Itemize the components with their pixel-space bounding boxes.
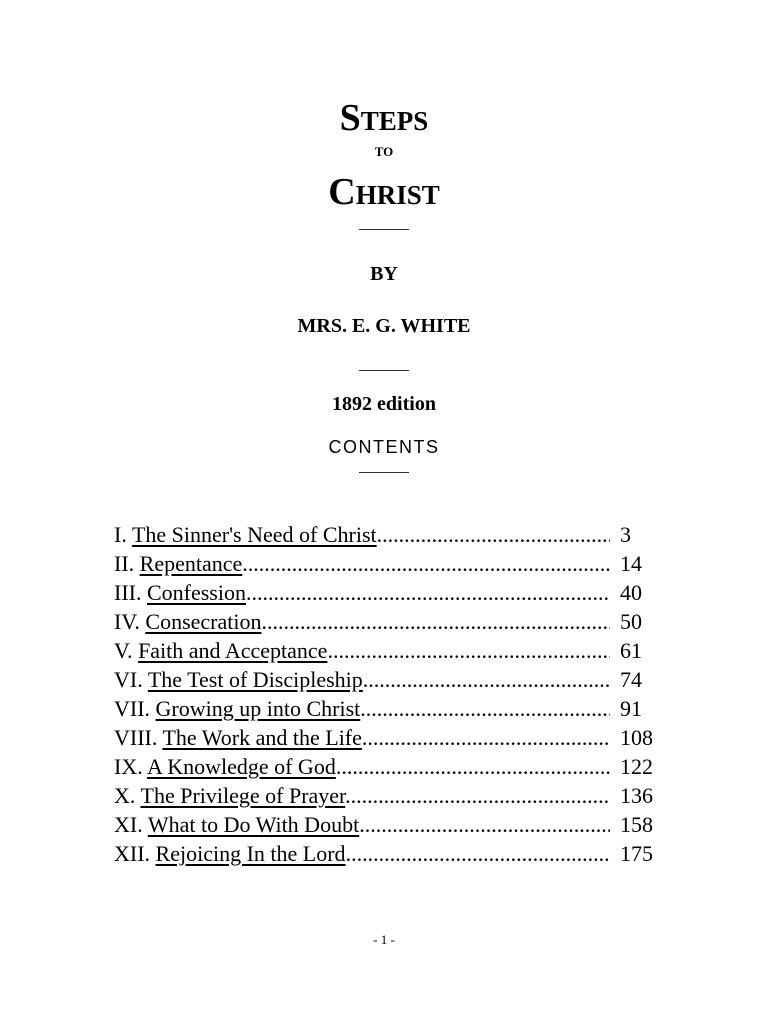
toc-leader-dots — [336, 754, 610, 779]
toc-link[interactable]: Faith and Acceptance — [138, 638, 328, 663]
title-divider — [359, 229, 409, 230]
toc-link[interactable]: The Test of Discipleship — [147, 667, 363, 692]
toc-entry — [114, 549, 674, 578]
toc-numeral: IX. — [114, 754, 143, 779]
toc-numeral: I. — [114, 522, 127, 547]
toc-page-number: 175 — [620, 841, 653, 866]
toc-page-number: 136 — [620, 783, 653, 808]
toc-numeral: V. — [114, 638, 133, 663]
toc-page-number: 14 — [620, 551, 642, 576]
author-name: MRS. E. G. WHITE — [297, 315, 471, 337]
toc-numeral: III. — [114, 580, 142, 605]
toc-numeral: XII. — [114, 841, 151, 866]
toc-entry — [114, 636, 674, 665]
toc-link[interactable]: Growing up into Christ — [155, 696, 361, 721]
toc-leader-dots — [261, 609, 610, 634]
toc-link[interactable]: Repentance — [139, 551, 243, 576]
toc-link[interactable]: Confession — [146, 580, 246, 605]
toc-leader-dots — [362, 725, 610, 750]
toc-link[interactable]: What to Do With Doubt — [147, 812, 360, 837]
toc-entry — [114, 520, 674, 549]
toc-page-number: 50 — [620, 609, 642, 634]
author-divider — [359, 370, 409, 371]
toc-leader-dots — [242, 551, 610, 576]
page-number: - 1 - — [373, 932, 395, 947]
toc-leader-dots — [346, 841, 610, 866]
contents-divider — [359, 472, 409, 473]
toc-leader-dots — [359, 812, 610, 837]
book-title-christ: Christ — [328, 171, 440, 213]
toc-entry — [114, 694, 674, 723]
toc-entry — [114, 839, 674, 868]
toc-numeral: X. — [114, 783, 136, 808]
toc-numeral: VI. — [114, 667, 143, 692]
toc-entry — [114, 723, 674, 752]
book-title-to: TO — [374, 144, 394, 159]
edition-label: 1892 edition — [332, 393, 436, 415]
toc-leader-dots — [363, 667, 610, 692]
toc-numeral: VII. — [114, 696, 151, 721]
toc-entry — [114, 752, 674, 781]
toc-page-number: 158 — [620, 812, 653, 837]
toc-leader-dots — [327, 638, 610, 663]
toc-entry — [114, 607, 674, 636]
toc-page-number: 3 — [620, 522, 631, 547]
toc-link[interactable]: Rejoicing In the Lord — [155, 841, 346, 866]
toc-page-number: 122 — [620, 754, 653, 779]
byline: BY — [370, 263, 398, 285]
toc-entry — [114, 665, 674, 694]
toc-link[interactable]: A Knowledge of God — [147, 754, 336, 779]
toc-leader-dots — [377, 522, 610, 547]
toc-page-number: 108 — [620, 725, 653, 750]
toc-page-number: 91 — [620, 696, 642, 721]
toc-leader-dots — [360, 696, 610, 721]
toc-page-number: 74 — [620, 667, 642, 692]
toc-numeral: II. — [114, 551, 135, 576]
toc-link[interactable]: The Privilege of Prayer — [140, 783, 346, 808]
toc-leader-dots — [246, 580, 610, 605]
toc-entry — [114, 810, 674, 839]
toc-numeral: VIII. — [114, 725, 158, 750]
toc-link[interactable]: The Sinner's Need of Christ — [131, 522, 377, 547]
toc-link[interactable]: The Work and the Life — [162, 725, 362, 750]
toc-leader-dots — [345, 783, 610, 808]
book-title-steps: Steps — [339, 97, 429, 139]
toc-numeral: XI. — [114, 812, 143, 837]
table-of-contents — [114, 520, 674, 868]
contents-heading: CONTENTS — [328, 437, 440, 457]
toc-numeral: IV. — [114, 609, 140, 634]
toc-page-number: 40 — [620, 580, 642, 605]
toc-entry — [114, 781, 674, 810]
toc-link[interactable]: Consecration — [145, 609, 262, 634]
toc-entry — [114, 578, 674, 607]
toc-page-number: 61 — [620, 638, 642, 663]
